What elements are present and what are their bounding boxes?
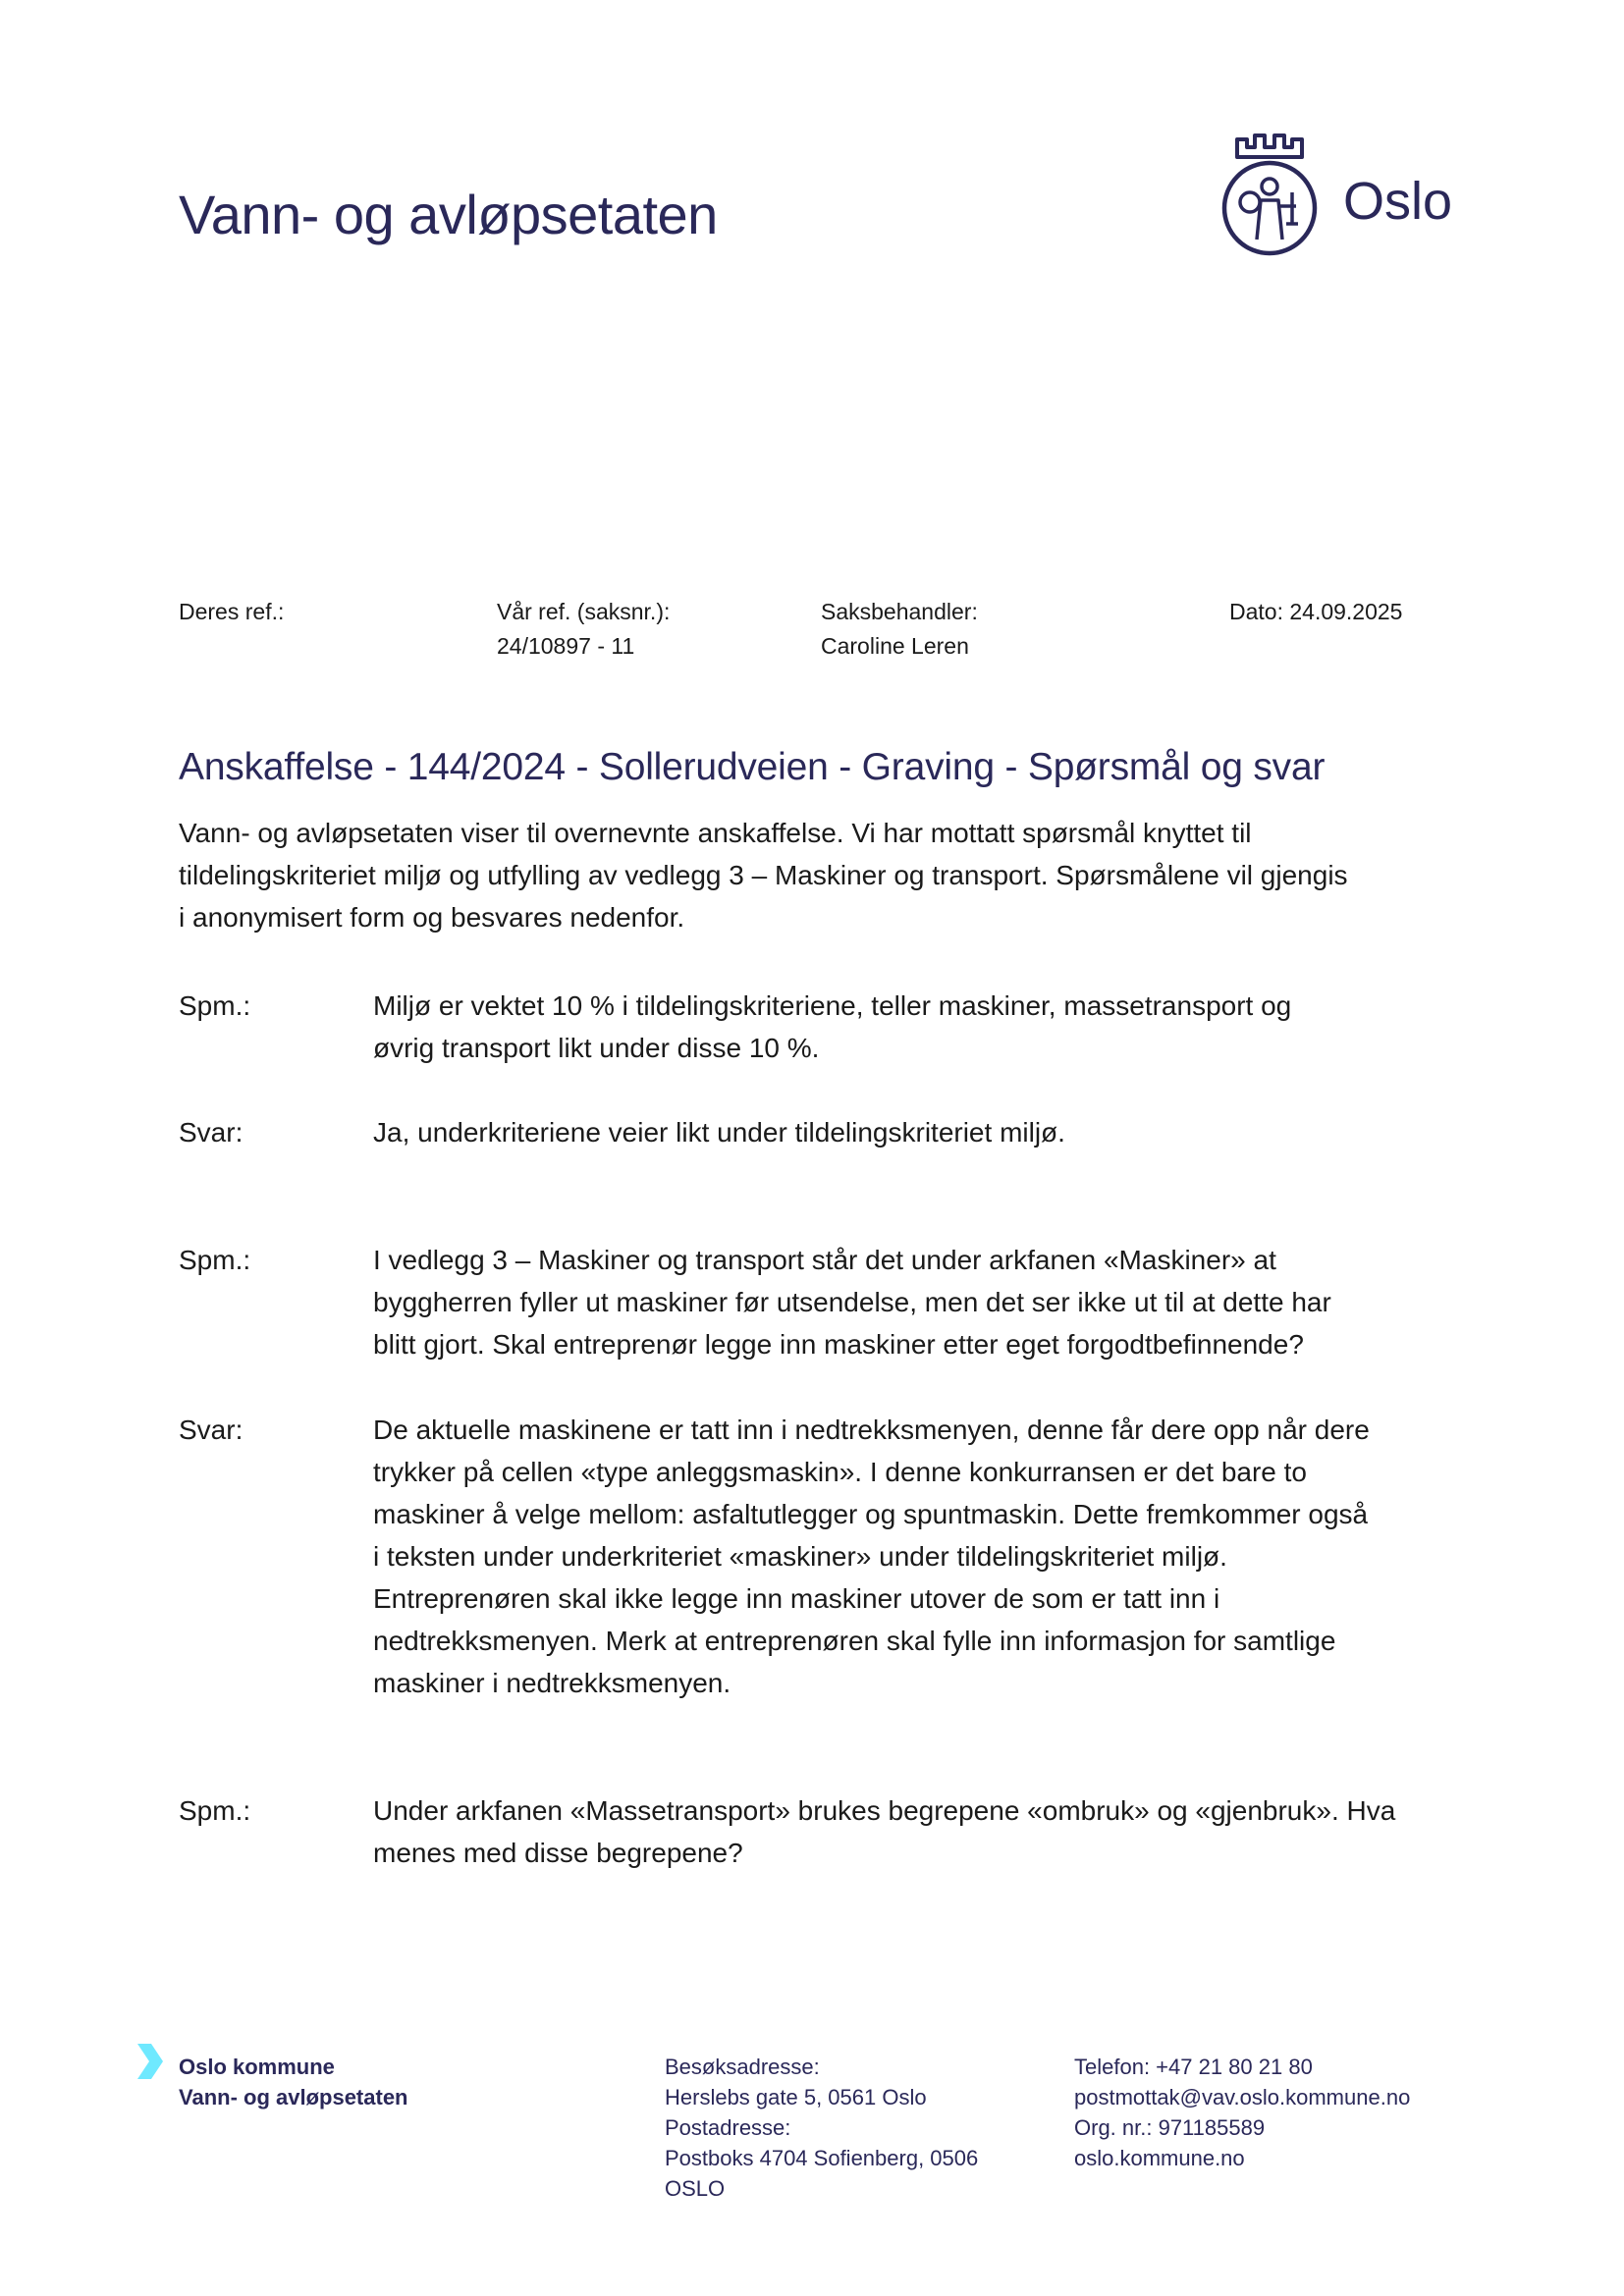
- document-date-value: Dato: 24.09.2025: [1229, 599, 1403, 624]
- question-label: Spm.:: [179, 1795, 251, 1826]
- question-label: Spm.:: [179, 990, 251, 1021]
- question-label: Spm.:: [179, 1245, 251, 1275]
- text-line: maskiner å velge mellom: asfaltutlegger og spuntmaskin. Dette fremkommer også: [373, 1499, 1369, 1529]
- answer-text: [373, 1409, 1473, 1704]
- our-reference: [497, 595, 670, 664]
- case-handler: [821, 595, 978, 664]
- our-reference-value: 24/10897 - 11: [497, 633, 635, 659]
- footer-org-number: Org. nr.: 971185589: [1074, 2115, 1266, 2140]
- oslo-logo: [1216, 130, 1471, 257]
- footer-address-line: Postboks 4704 Sofienberg, 0506: [665, 2146, 979, 2170]
- text-line: øvrig transport likt under disse 10 %.: [373, 1033, 820, 1063]
- their-reference-label: Deres ref.:: [179, 599, 285, 624]
- document-date: [1229, 595, 1402, 629]
- their-reference: [179, 595, 284, 629]
- footer-website-link[interactable]: oslo.kommune.no: [1074, 2146, 1245, 2170]
- oslo-city-seal-icon: [1216, 130, 1324, 257]
- text-line: trykker på cellen «type anleggsmaskin». I denne konkurransen er det bare to: [373, 1457, 1308, 1487]
- footer-address: [665, 2052, 978, 2204]
- footer-contact: [1074, 2052, 1410, 2173]
- text-line: maskiner i nedtrekksmenyen.: [373, 1668, 731, 1698]
- intro-paragraph: [179, 812, 1455, 938]
- logo-wordmark: Oslo: [1343, 172, 1453, 231]
- question-text: [373, 1789, 1473, 1874]
- text-line: menes med disse begrepene?: [373, 1838, 743, 1868]
- text-line: Entreprenøren skal ikke legge inn maskiner utover de som er tatt inn i: [373, 1583, 1220, 1614]
- text-line: nedtrekksmenyen. Merk at entreprenøren skal fylle inn informasjon for samtlige: [373, 1626, 1336, 1656]
- case-handler-label: Saksbehandler:: [821, 599, 978, 624]
- text-line: I vedlegg 3 – Maskiner og transport står det under arkfanen «Maskiner» at: [373, 1245, 1276, 1275]
- text-line: Under arkfanen «Massetransport» brukes begrepene «ombruk» og «gjenbruk». Hva: [373, 1795, 1396, 1826]
- footer-org-line: Oslo kommune: [179, 2055, 335, 2079]
- question-text: [373, 1239, 1473, 1365]
- text-line: blitt gjort. Skal entreprenør legge inn maskiner etter eget forgodtbefinnende?: [373, 1329, 1304, 1360]
- text-line: byggherren fyller ut maskiner før utsendelse, men det ser ikke ut til at dette har: [373, 1287, 1331, 1317]
- footer-address-line: OSLO: [665, 2176, 726, 2201]
- footer-address-line: Besøksadresse:: [665, 2055, 820, 2079]
- intro-line: tildelingskriteriet miljø og utfylling av vedlegg 3 – Maskiner og transport. Spørsmålene vil gjengis: [179, 860, 1348, 890]
- agency-name: Vann- og avløpsetaten: [179, 184, 718, 245]
- question-text: [373, 985, 1473, 1069]
- text-line: Miljø er vektet 10 % i tildelingskriteriene, teller maskiner, massetransport og: [373, 990, 1292, 1021]
- intro-line: Vann- og avløpsetaten viser til overnevnte anskaffelse. Vi har mottatt spørsmål knyttet til: [179, 818, 1252, 848]
- footer-phone: Telefon: +47 21 80 21 80: [1074, 2055, 1313, 2079]
- answer-label: Svar:: [179, 1117, 244, 1148]
- oslo-arrow-mark-icon: [134, 2042, 167, 2081]
- text-line: i teksten under underkriteriet «maskiner» under tildelingskriteriet miljø.: [373, 1541, 1227, 1572]
- footer-address-line: Herslebs gate 5, 0561 Oslo: [665, 2085, 927, 2109]
- answer-label: Svar:: [179, 1415, 244, 1445]
- text-line: Ja, underkriteriene veier likt under tildelingskriteriet miljø.: [373, 1117, 1065, 1148]
- footer-address-line: Postadresse:: [665, 2115, 791, 2140]
- answer-text: [373, 1111, 1473, 1153]
- footer-org-line: Vann- og avløpsetaten: [179, 2085, 408, 2109]
- intro-line: i anonymisert form og besvares nedenfor.: [179, 902, 685, 933]
- case-handler-value: Caroline Leren: [821, 633, 969, 659]
- footer-organization: [179, 2052, 408, 2112]
- footer-email-link[interactable]: postmottak@vav.oslo.kommune.no: [1074, 2085, 1411, 2109]
- text-line: De aktuelle maskinene er tatt inn i nedtrekksmenyen, denne får dere opp når dere: [373, 1415, 1370, 1445]
- page-title: Anskaffelse - 144/2024 - Sollerudveien - Graving - Spørsmål og svar: [179, 746, 1326, 788]
- our-reference-label: Vår ref. (saksnr.):: [497, 599, 671, 624]
